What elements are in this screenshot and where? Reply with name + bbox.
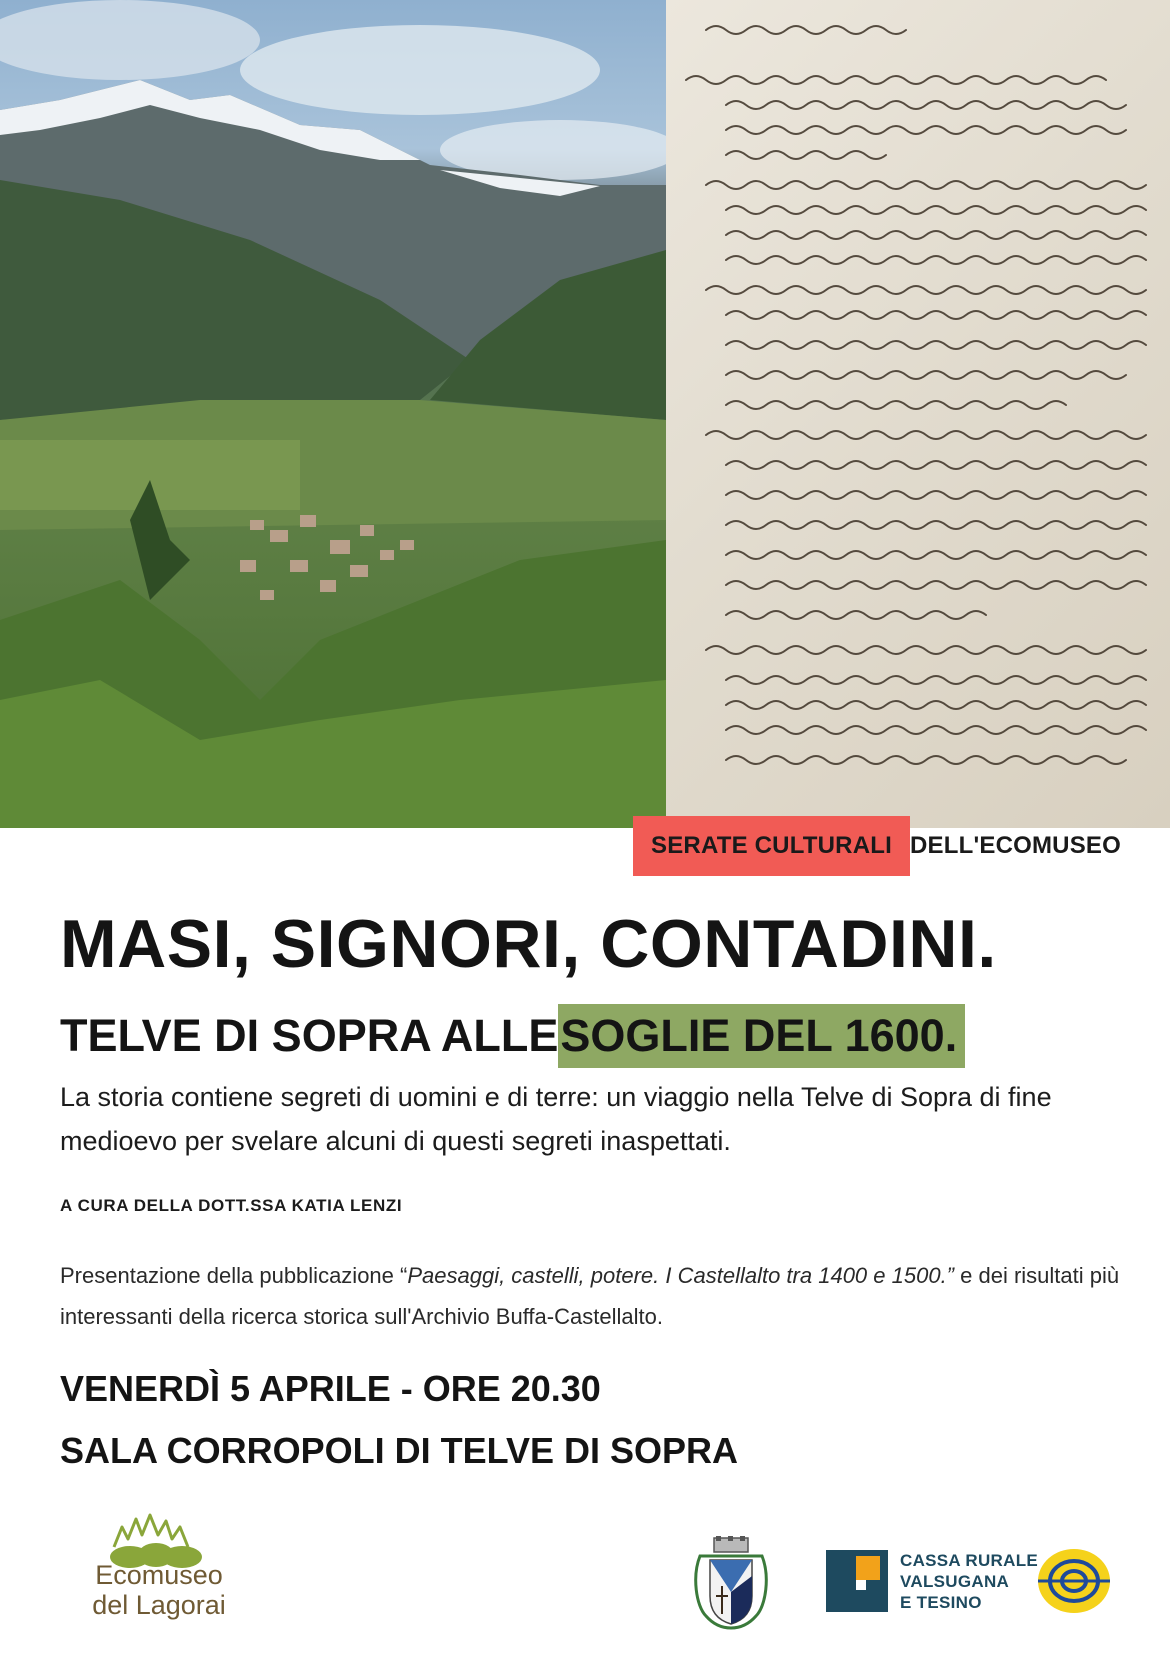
cassa-rurale-line1: CASSA RURALE	[900, 1551, 1039, 1570]
page-title: MASI, SIGNORI, CONTADINI.	[60, 906, 997, 982]
subtitle	[60, 1005, 965, 1067]
ecomuseo-name	[84, 1560, 234, 1620]
cassa-rurale-logo-icon	[826, 1550, 888, 1612]
cassa-rurale-line3: E TESINO	[900, 1593, 982, 1612]
tagline-highlight: SERATE CULTURALI	[633, 816, 910, 876]
municipal-crest-icon	[692, 1536, 770, 1634]
landscape-photo	[0, 0, 666, 828]
presentation-intro: Presentazione della pubblicazione “	[60, 1263, 408, 1288]
presentation-rest: e dei risultati più interessanti della ricerca storica sull'Archivio Buffa-Castellalto.	[60, 1263, 1120, 1329]
cooperative-logo-icon	[1033, 1543, 1115, 1619]
event-date-time: VENERDÌ 5 APRILE - ORE 20.30	[60, 1368, 601, 1409]
event-venue: SALA CORROPOLI DI TELVE DI SOPRA	[60, 1430, 739, 1471]
curator-line: A CURA DELLA DOTT.SSA KATIA LENZI	[60, 1196, 403, 1215]
presentation-paragraph	[60, 1255, 1130, 1337]
cassa-rurale-name	[900, 1550, 1038, 1613]
tagline-rest: DELL'ECOMUSEO	[910, 832, 1121, 859]
cassa-rurale-line2: VALSUGANA	[900, 1572, 1010, 1591]
lead-paragraph: La storia contiene segreti di uomini e di terre: un viaggio nella Telve di Sopra di fine medioevo per svelare alcuni di questi segreti inaspettati.	[60, 1082, 1052, 1156]
ecomuseo-name-line2: del Lagorai	[92, 1590, 226, 1620]
subtitle-plain: TELVE DI SOPRA ALLE	[60, 1010, 559, 1061]
ecomuseo-name-line1: Ecomuseo	[95, 1560, 223, 1590]
presentation-book-title: Paesaggi, castelli, potere. I Castellalto tra 1400 e 1500.”	[407, 1263, 955, 1288]
subtitle-highlight: SOGLIE DEL 1600.	[558, 1004, 965, 1068]
manuscript-photo	[666, 0, 1170, 828]
